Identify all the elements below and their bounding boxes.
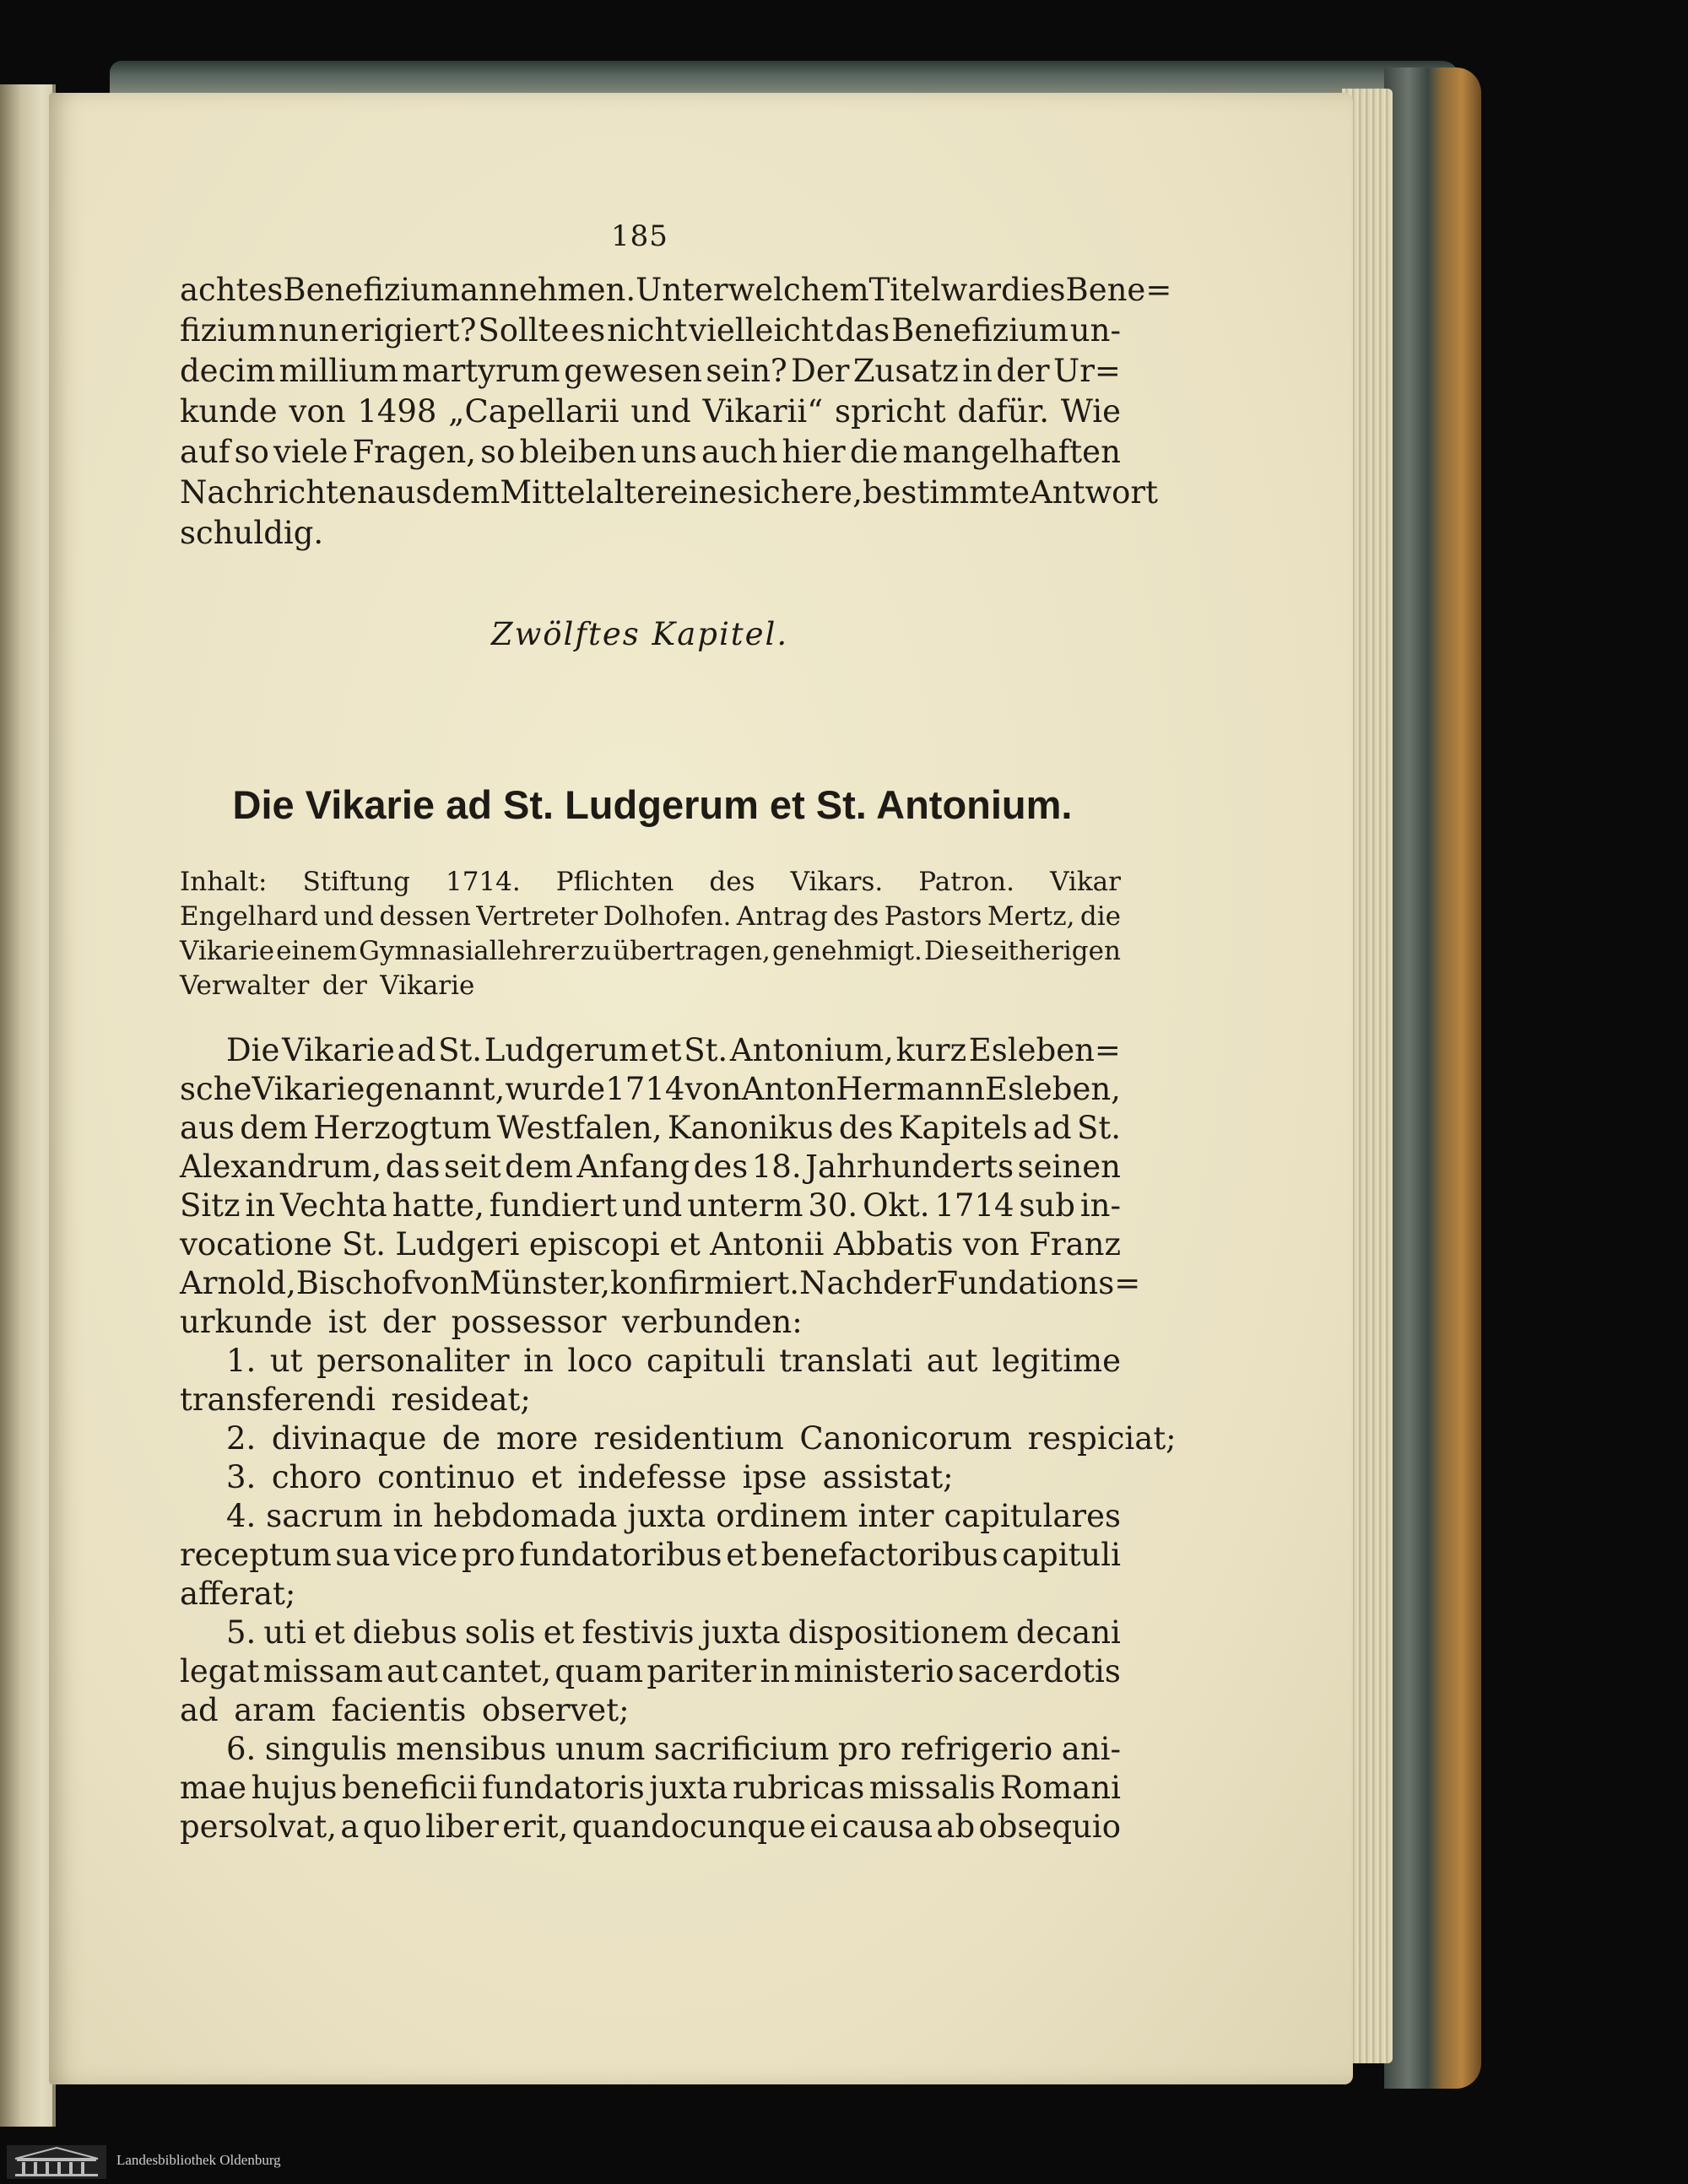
word: pariter <box>647 1653 757 1689</box>
word: a <box>340 1808 360 1845</box>
text-line <box>180 934 1121 969</box>
word: Kanonikus <box>667 1110 834 1146</box>
word: verbunden: <box>621 1304 803 1340</box>
word: indefesse <box>577 1459 728 1495</box>
word: millium <box>279 353 398 389</box>
word: mensibus <box>396 1731 547 1767</box>
word: seitherigen <box>971 936 1121 966</box>
text-line <box>180 1303 1121 1342</box>
word: St. <box>438 1032 483 1068</box>
word: erigiert? <box>340 312 477 349</box>
word: cantet, <box>441 1653 552 1689</box>
word: der <box>996 353 1050 389</box>
word: Stiftung <box>302 867 410 897</box>
word: fundiert <box>489 1187 618 1224</box>
word: vice <box>393 1537 458 1573</box>
word: kurz <box>895 1032 967 1068</box>
word: bestimmte <box>862 474 1031 511</box>
word: der <box>322 970 367 1001</box>
word: decani <box>1015 1614 1121 1651</box>
word: Sollte <box>478 312 570 349</box>
word: und <box>630 393 691 430</box>
word: pro <box>837 1731 892 1767</box>
word: capituli <box>647 1343 766 1379</box>
word: sein? <box>706 353 787 389</box>
word: von <box>684 1071 742 1107</box>
word: ut <box>269 1343 303 1379</box>
word: Okt. <box>863 1187 930 1224</box>
word: martyrum <box>402 353 560 389</box>
word: Canonicorum <box>799 1420 1013 1457</box>
word: uti <box>263 1614 306 1651</box>
text-line <box>180 1070 1121 1109</box>
word: Anton <box>741 1071 836 1107</box>
word: Westfalen, <box>496 1110 663 1146</box>
text-line <box>180 1419 1177 1458</box>
word: in <box>760 1653 791 1689</box>
word: sub <box>1019 1187 1075 1224</box>
word: die <box>849 434 899 470</box>
word: Hermann <box>836 1071 985 1107</box>
word: der <box>381 1304 436 1340</box>
text-line <box>180 1381 1121 1419</box>
word: Der <box>791 353 850 389</box>
word: vocatione <box>180 1226 333 1262</box>
word: Benefizium <box>283 272 461 308</box>
word: 4. <box>226 1498 257 1534</box>
word: St. <box>342 1226 386 1262</box>
word: Vikarii“ <box>702 393 824 430</box>
text-line <box>180 473 1158 513</box>
word: in <box>962 353 993 389</box>
word: ipse <box>742 1459 807 1495</box>
word: 2. <box>226 1420 257 1457</box>
word: St. <box>1076 1110 1121 1146</box>
text-line <box>180 1575 1121 1614</box>
word: causa <box>841 1808 933 1845</box>
book-page <box>49 93 1353 2084</box>
word: Arnold, <box>180 1265 296 1301</box>
word: fundatoribus <box>519 1537 722 1573</box>
word: divinaque <box>271 1420 427 1457</box>
word: Vikar <box>1050 867 1121 897</box>
text-line <box>180 1769 1121 1808</box>
word: et <box>543 1614 575 1651</box>
text-line <box>180 1148 1121 1187</box>
word: Kapitels <box>898 1110 1028 1146</box>
word: Anfang <box>576 1149 690 1185</box>
word: aus <box>376 474 432 511</box>
word: quam <box>555 1653 644 1689</box>
word: auch <box>701 434 778 470</box>
word: Esleben= <box>968 1032 1121 1068</box>
book-cover-spine <box>1384 68 1481 2089</box>
word: nun <box>278 312 339 349</box>
word: ad <box>397 1032 436 1068</box>
text-line <box>180 1730 1121 1769</box>
word: Abbatis <box>833 1226 954 1262</box>
word: Vikars. <box>790 867 884 897</box>
word: des <box>693 1149 749 1185</box>
word: 1. <box>226 1343 257 1379</box>
word: in <box>245 1187 276 1224</box>
word: resideat; <box>391 1381 531 1418</box>
word: zu <box>580 936 612 966</box>
word: dafür. <box>957 393 1050 430</box>
word: vielleicht <box>689 312 834 349</box>
word: Dolhofen. <box>603 901 732 932</box>
word: Fragen, <box>352 434 477 470</box>
word: Vechta <box>280 1187 387 1224</box>
word: juxta <box>627 1498 706 1534</box>
word: episcopi <box>528 1226 660 1262</box>
word: eine <box>669 474 738 511</box>
word: Engelhard <box>180 901 318 932</box>
word: legitime <box>992 1343 1121 1379</box>
word: mangelhaften <box>902 434 1121 470</box>
word: afferat; <box>180 1576 296 1612</box>
word: Vikarie <box>380 970 475 1001</box>
word: hebdomada <box>433 1498 618 1534</box>
word: translati <box>779 1343 913 1379</box>
word: und <box>323 901 375 932</box>
word: von <box>289 393 346 430</box>
word: aus <box>180 1110 235 1146</box>
word: et <box>726 1537 757 1573</box>
word: missam <box>262 1653 383 1689</box>
word: konfirmiert. <box>610 1265 800 1301</box>
word: spricht <box>834 393 946 430</box>
word: kunde <box>180 393 278 430</box>
word: übertragen, <box>613 936 771 966</box>
word: capituli <box>1002 1537 1121 1573</box>
word: Mertz, <box>987 901 1075 932</box>
word: wurde <box>505 1071 606 1107</box>
word: genannt, <box>365 1071 506 1107</box>
word: Antonii <box>710 1226 825 1262</box>
word: juxta <box>649 1770 728 1806</box>
word: Benefizium <box>891 312 1069 349</box>
word: Mittelalter <box>500 474 670 511</box>
word: respiciat; <box>1027 1420 1177 1457</box>
word: et <box>313 1614 345 1651</box>
word: urkunde <box>180 1304 313 1340</box>
word: Alexandrum, <box>180 1149 382 1185</box>
word: rubricas <box>732 1770 865 1806</box>
text-line <box>180 1264 1141 1303</box>
word: choro <box>271 1459 362 1495</box>
word: des <box>838 1110 894 1146</box>
text-line <box>180 865 1121 900</box>
word: in <box>523 1343 554 1379</box>
word: sacrum <box>266 1498 383 1534</box>
word: sua <box>335 1537 391 1573</box>
library-logo-icon <box>7 2145 106 2179</box>
word: der <box>883 1265 937 1301</box>
word: einem <box>276 936 358 966</box>
word: Zusatz <box>852 353 959 389</box>
word: more <box>495 1420 578 1457</box>
word: Vikarie <box>282 1032 395 1068</box>
word: Fundations= <box>936 1265 1141 1301</box>
word: Esleben, <box>985 1071 1121 1107</box>
word: Unter <box>636 272 728 308</box>
word: liber <box>425 1808 499 1845</box>
text-line <box>180 270 1172 311</box>
word: diebus <box>352 1614 457 1651</box>
text-line <box>180 1458 1121 1497</box>
word: inter <box>858 1498 934 1534</box>
word: aut <box>387 1653 438 1689</box>
word: ani- <box>1061 1731 1121 1767</box>
word: quo <box>362 1808 422 1845</box>
word: loco <box>567 1343 633 1379</box>
word: unterm <box>687 1187 803 1224</box>
page-number: 185 <box>611 219 668 253</box>
word: sacerdotis <box>957 1653 1121 1689</box>
word: schuldig. <box>180 515 324 551</box>
word: missalis <box>868 1770 996 1806</box>
word: achtes <box>180 272 284 308</box>
word: transferendi <box>180 1381 376 1418</box>
word: sche <box>180 1071 252 1107</box>
word: solis <box>464 1614 536 1651</box>
word: von <box>962 1226 1020 1262</box>
word: continuo <box>377 1459 516 1495</box>
word: Wie <box>1060 393 1121 430</box>
word: Antrag <box>736 901 828 932</box>
word: obsequio <box>978 1808 1121 1845</box>
word: 1714 <box>605 1071 685 1107</box>
word: fundatoris <box>481 1770 645 1806</box>
word: dispositionem <box>787 1614 1009 1651</box>
chapter-title: Die Vikarie ad St. Ludgerum et St. Antonium. <box>232 782 1073 827</box>
word: 3. <box>226 1459 257 1495</box>
word: mae <box>180 1770 247 1806</box>
word: Nach <box>799 1265 884 1301</box>
word: decim <box>180 353 276 389</box>
word: Vikarie <box>252 1071 365 1107</box>
word: quandocunque <box>571 1808 806 1845</box>
word: hatte, <box>392 1187 484 1224</box>
word: so <box>480 434 516 470</box>
top-paragraph <box>180 270 1172 554</box>
word: observet; <box>481 1692 630 1728</box>
word: pro <box>461 1537 516 1573</box>
word: festivis <box>582 1614 695 1651</box>
word: annehmen. <box>460 272 636 308</box>
text-line <box>180 311 1121 351</box>
word: ist <box>327 1304 367 1340</box>
word: die <box>1079 901 1121 932</box>
word: singulis <box>264 1731 387 1767</box>
word: St. <box>684 1032 728 1068</box>
text-line <box>180 1031 1121 1070</box>
word: und <box>622 1187 683 1224</box>
word: Antwort <box>1030 474 1158 511</box>
word: Romani <box>999 1770 1121 1806</box>
word: persolvat, <box>180 1808 337 1845</box>
text-line <box>180 1187 1121 1225</box>
word: Ur= <box>1053 353 1121 389</box>
text-line <box>180 392 1121 432</box>
word: 18. <box>751 1149 802 1185</box>
chapter-summary <box>180 865 1121 1003</box>
word: dies <box>1001 272 1066 308</box>
word: Nachrichten <box>180 474 377 511</box>
word: in <box>392 1498 424 1534</box>
word: Antonium, <box>729 1032 894 1068</box>
word: beneficii <box>342 1770 478 1806</box>
text-line <box>180 513 1121 554</box>
word: Bene= <box>1065 272 1172 308</box>
footer-bar <box>0 2140 1688 2184</box>
word: dessen <box>379 901 471 932</box>
word: uns <box>641 434 697 470</box>
text-line <box>180 1109 1121 1148</box>
text-line <box>180 1808 1121 1846</box>
word: ministerio <box>793 1653 955 1689</box>
word: bleiben <box>519 434 637 470</box>
word: sichere, <box>737 474 863 511</box>
word: aut <box>926 1343 978 1379</box>
word: welchem <box>728 272 869 308</box>
word: Verwalter <box>180 970 310 1001</box>
word: unum <box>555 1731 646 1767</box>
word: aram <box>234 1692 316 1728</box>
word: et <box>650 1032 682 1068</box>
word: Vikarie <box>180 936 275 966</box>
word: war <box>940 272 1002 308</box>
word: personaliter <box>316 1343 510 1379</box>
word: de <box>441 1420 481 1457</box>
word: Gymnasiallehrer <box>359 936 579 966</box>
word: des <box>709 867 755 897</box>
word: gewesen <box>564 353 702 389</box>
word: receptum <box>180 1537 332 1573</box>
word: 1498 <box>357 393 437 430</box>
word: fizium <box>180 312 277 349</box>
word: hier <box>782 434 846 470</box>
word: Vertreter <box>476 901 598 932</box>
text-line <box>180 1691 1121 1730</box>
word: Bischof <box>295 1265 414 1301</box>
word: in- <box>1079 1187 1121 1224</box>
chapter-label: Zwölftes Kapitel. <box>490 616 789 652</box>
text-line <box>180 432 1121 473</box>
word: dem <box>240 1110 308 1146</box>
word: 30. <box>808 1187 858 1224</box>
word: et <box>669 1226 701 1262</box>
word: das <box>385 1149 441 1185</box>
word: ad <box>180 1692 219 1728</box>
word: Ludgeri <box>395 1226 520 1262</box>
word: genehmigt. <box>771 936 922 966</box>
word: Titel <box>868 272 941 308</box>
text-line <box>180 1497 1121 1536</box>
text-line <box>180 1614 1121 1652</box>
word: Münster, <box>469 1265 611 1301</box>
word: auf <box>180 434 230 470</box>
word: Ludgerum <box>484 1032 649 1068</box>
word: refrigerio <box>901 1731 1053 1767</box>
word: es <box>571 312 606 349</box>
word: erit, <box>502 1808 569 1845</box>
word: ordinem <box>716 1498 848 1534</box>
word: juxta <box>701 1614 781 1651</box>
word: et <box>531 1459 562 1495</box>
word: 1714. <box>445 867 521 897</box>
word: Sitz <box>180 1187 241 1224</box>
word: ad <box>1032 1110 1072 1146</box>
word: benefactoribus <box>760 1537 998 1573</box>
word: „Capellarii <box>448 393 619 430</box>
word: Pflichten <box>555 867 674 897</box>
text-line <box>180 1342 1121 1381</box>
word: assistat; <box>822 1459 954 1495</box>
word: seinen <box>1017 1149 1121 1185</box>
word: legat <box>180 1653 260 1689</box>
footer-library-name: Landesbibliothek Oldenburg <box>116 2152 281 2168</box>
word: 1714 <box>934 1187 1014 1224</box>
word: dem <box>505 1149 573 1185</box>
word: un- <box>1069 312 1121 349</box>
word: so <box>234 434 269 470</box>
word: 6. <box>226 1731 257 1767</box>
word: sacrificium <box>653 1731 830 1767</box>
body-paragraph <box>180 1031 1177 1846</box>
word: Franz <box>1029 1226 1121 1262</box>
word: das <box>835 312 890 349</box>
word: Jahrhunderts <box>805 1149 1014 1185</box>
word: ei <box>809 1808 838 1845</box>
word: dem <box>431 474 500 511</box>
text-line <box>180 1652 1121 1691</box>
word: Pastors <box>884 901 982 932</box>
word: ab <box>936 1808 976 1845</box>
text-line <box>180 351 1121 392</box>
word: nicht <box>607 312 688 349</box>
word: des <box>833 901 879 932</box>
left-page-edge <box>0 84 56 2127</box>
text-line <box>180 1536 1121 1575</box>
word: Die <box>226 1032 280 1068</box>
word: Inhalt: <box>180 867 268 897</box>
text-line <box>180 969 1121 1003</box>
word: Herzogtum <box>313 1110 492 1146</box>
word: possessor <box>451 1304 607 1340</box>
word: von <box>413 1265 470 1301</box>
word: Die <box>923 936 970 966</box>
text-line <box>180 900 1121 934</box>
word: hujus <box>251 1770 338 1806</box>
word: 5. <box>226 1614 257 1651</box>
word: viele <box>273 434 349 470</box>
word: capitulares <box>944 1498 1121 1534</box>
word: Patron. <box>918 867 1015 897</box>
word: facientis <box>331 1692 467 1728</box>
word: residentium <box>593 1420 784 1457</box>
word: seit <box>444 1149 501 1185</box>
text-line <box>180 1225 1121 1264</box>
